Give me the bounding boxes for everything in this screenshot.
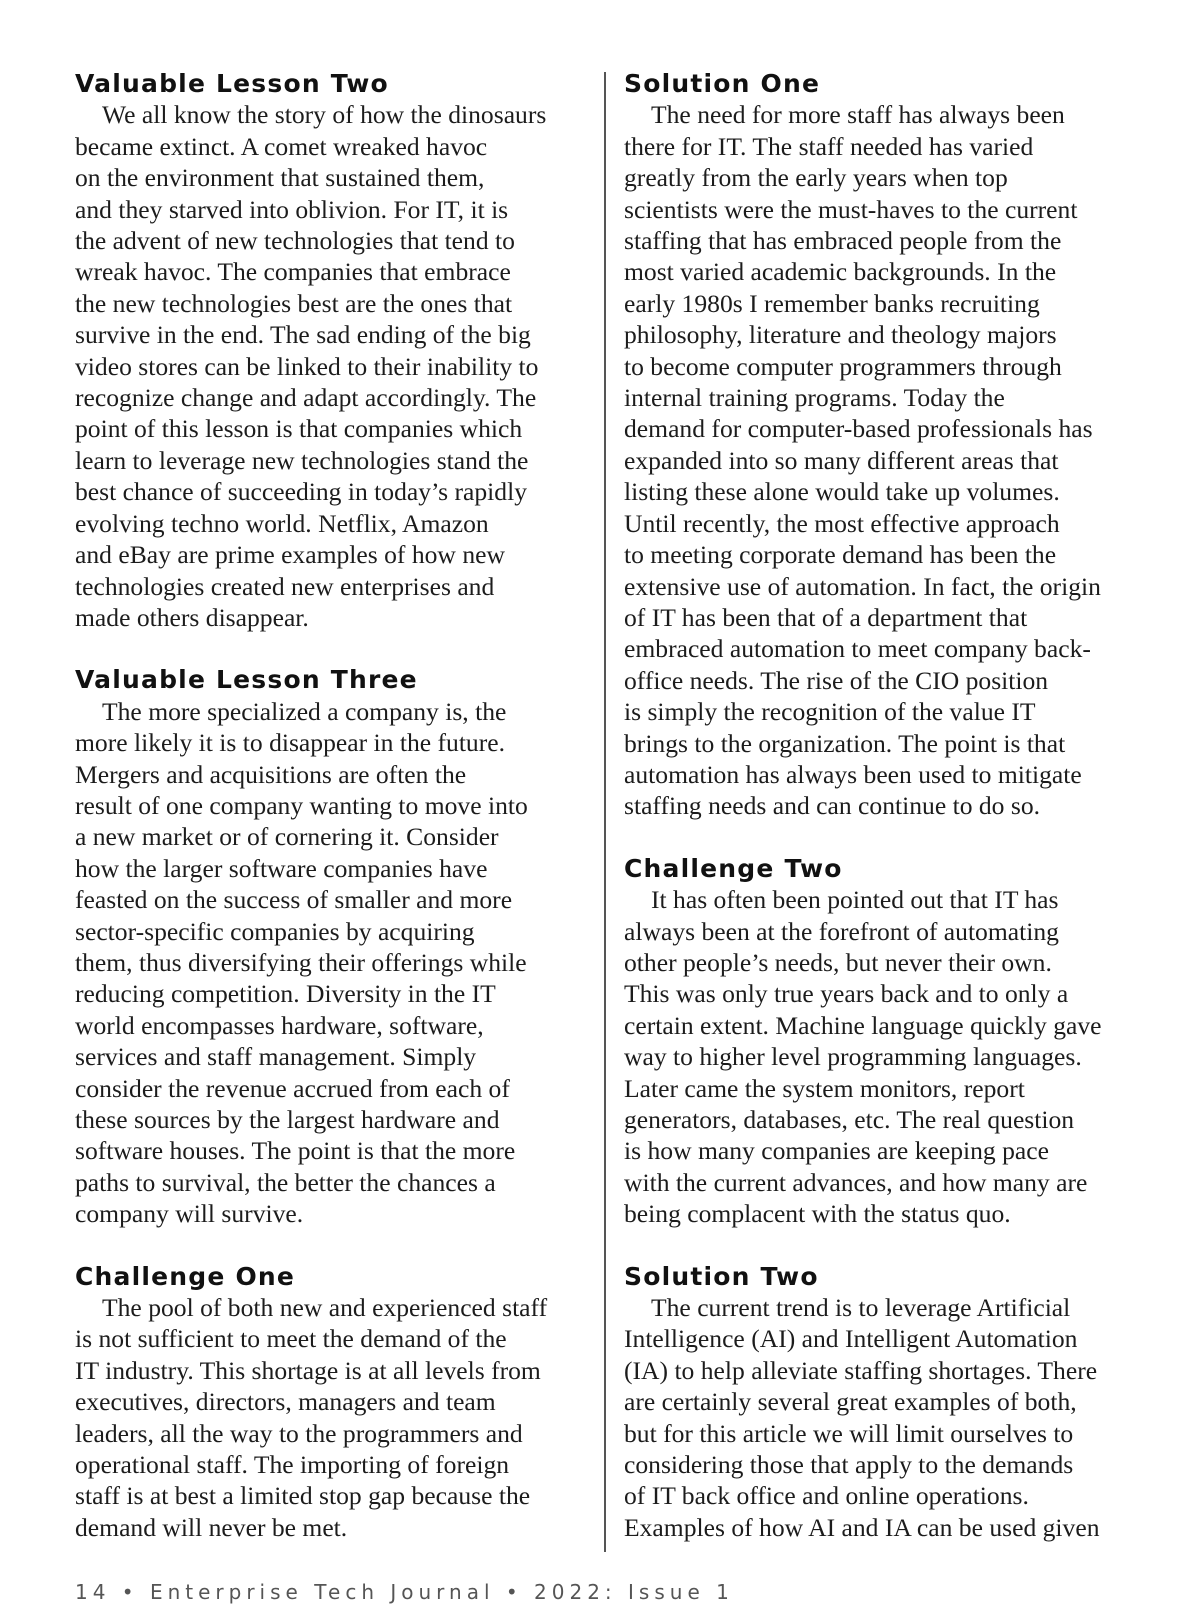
paragraph-line: of IT has been that of a department that [624, 602, 1028, 632]
section-heading: Solution One [624, 69, 821, 98]
paragraph-line: executives, directors, managers and team [75, 1387, 496, 1417]
paragraph-line: services and staff management. Simply [75, 1042, 477, 1072]
paragraph-line: brings to the organization. The point is that [624, 728, 1066, 758]
paragraph-line: became extinct. A comet wreaked havoc [75, 131, 488, 161]
paragraph-line: is simply the recognition of the value IT [624, 697, 1036, 727]
page-footer: 14 • Enterprise Tech Journal • 2022: Issue 1 [75, 1580, 734, 1604]
section-paragraph [75, 1292, 583, 1543]
paragraph-line: point of this lesson is that companies which [75, 414, 523, 444]
paragraph-line: The need for more staff has always been [651, 100, 1065, 130]
section-paragraph [624, 884, 1129, 1229]
paragraph-line: are certainly several great examples of both, [624, 1387, 1077, 1417]
paragraph-line: consider the revenue accrued from each of [75, 1073, 510, 1103]
paragraph-line: The pool of both new and experienced staff [102, 1293, 548, 1323]
paragraph-line: these sources by the largest hardware and [75, 1105, 500, 1134]
paragraph-line: certain extent. Machine language quickly gave [624, 1010, 1102, 1040]
paragraph-line: on the environment that sustained them, [75, 163, 485, 193]
paragraph-line: result of one company wanting to move into [75, 790, 528, 820]
paragraph-line: extensive use of automation. In fact, the origin [624, 571, 1101, 601]
section-paragraph [624, 99, 1129, 821]
paragraph-line: way to higher level programming languages. [624, 1042, 1082, 1072]
paragraph-line: IT industry. This shortage is at all levels from [75, 1355, 541, 1385]
paragraph-line: how the larger software companies have [75, 853, 488, 883]
paragraph-line: philosophy, literature and theology majors [624, 320, 1057, 350]
paragraph-line: them, thus diversifying their offerings while [75, 947, 527, 977]
paragraph-line: Later came the system monitors, report [624, 1073, 1025, 1103]
paragraph-line: but for this article we will limit ourselves to [624, 1418, 1074, 1448]
paragraph-line: staff is at best a limited stop gap because the [75, 1481, 531, 1511]
paragraph-line: with the current advances, and how many are [624, 1167, 1088, 1197]
paragraph-line: considering those that apply to the demands [624, 1450, 1074, 1480]
section-heading: Challenge Two [624, 853, 843, 883]
paragraph-line: demand for computer-based professionals has [624, 414, 1093, 444]
paragraph-line: survive in the end. The sad ending of the big [75, 320, 531, 350]
paragraph-line: generators, databases, etc. The real question [624, 1105, 1075, 1134]
paragraph-line: a new market or of cornering it. Consider [75, 822, 499, 852]
article-section [75, 1261, 583, 1544]
paragraph-line: staffing that has embraced people from the [624, 226, 1062, 256]
article-section [75, 68, 583, 633]
section-heading: Valuable Lesson Three [75, 665, 418, 695]
right-column [624, 68, 1129, 1574]
paragraph-line: automation has always been used to mitigate [624, 759, 1082, 789]
column-divider [604, 72, 606, 1552]
paragraph-line: We all know the story of how the dinosaurs [102, 100, 547, 130]
paragraph-line: and eBay are prime examples of how new [75, 540, 505, 570]
paragraph-line: to meeting corporate demand has been the [624, 540, 1057, 570]
paragraph-line: being complacent with the status quo. [624, 1199, 1011, 1229]
paragraph-line: recognize change and adapt accordingly. The [75, 383, 537, 413]
paragraph-line: internal training programs. Today the [624, 383, 1005, 413]
paragraph-line: paths to survival, the better the chances a [75, 1167, 496, 1197]
paragraph-line: company will survive. [75, 1199, 304, 1229]
paragraph-line: and they starved into oblivion. For IT, it is [75, 194, 509, 224]
paragraph-line: early 1980s I remember banks recruiting [624, 288, 1040, 318]
paragraph-line: the advent of new technologies that tend to [75, 226, 515, 256]
article-section [75, 664, 583, 1229]
section-paragraph [75, 696, 583, 1230]
paragraph-line: The more specialized a company is, the [102, 696, 507, 726]
paragraph-line: video stores can be linked to their inability to [75, 351, 539, 381]
paragraph-line: other people’s needs, but never their own. [624, 947, 1052, 977]
section-heading: Solution Two [624, 1261, 819, 1291]
paragraph-line: Until recently, the most effective approach [624, 508, 1060, 538]
paragraph-line: demand will never be met. [75, 1512, 348, 1542]
paragraph-line: there for IT. The staff needed has varied [624, 131, 1034, 161]
paragraph-line: office needs. The rise of the CIO position [624, 665, 1049, 695]
paragraph-line: most varied academic backgrounds. In the [624, 257, 1057, 287]
paragraph-line: Intelligence (AI) and Intelligent Automation [624, 1324, 1078, 1354]
article-section [624, 853, 1129, 1230]
paragraph-line: made others disappear. [75, 602, 309, 632]
paragraph-line: is how many companies are keeping pace [624, 1136, 1049, 1166]
paragraph-line: expanded into so many different areas that [624, 445, 1059, 475]
paragraph-line: software houses. The point is that the more [75, 1136, 516, 1166]
paragraph-line: operational staff. The importing of foreign [75, 1450, 510, 1480]
paragraph-line: sector-specific companies by acquiring [75, 916, 475, 946]
paragraph-line: staffing needs and can continue to do so. [624, 791, 1041, 821]
left-column [75, 68, 583, 1574]
paragraph-line: technologies created new enterprises and [75, 571, 495, 601]
section-paragraph [624, 1292, 1129, 1543]
paragraph-line: to become computer programmers through [624, 351, 1062, 381]
paragraph-line: (IA) to help alleviate staffing shortages. There [624, 1355, 1098, 1385]
paragraph-line: wreak havoc. The companies that embrace [75, 257, 511, 287]
paragraph-line: The current trend is to leverage Artificial [651, 1293, 1071, 1323]
paragraph-line: the new technologies best are the ones that [75, 288, 513, 318]
paragraph-line: feasted on the success of smaller and more [75, 885, 513, 915]
section-heading: Valuable Lesson Two [75, 69, 389, 98]
paragraph-line: is not sufficient to meet the demand of the [75, 1324, 507, 1354]
paragraph-line: leaders, all the way to the programmers and [75, 1418, 523, 1448]
paragraph-line: This was only true years back and to only a [624, 979, 1069, 1009]
paragraph-line: greatly from the early years when top [624, 163, 1008, 193]
paragraph-line: embraced automation to meet company back- [624, 634, 1091, 664]
paragraph-line: scientists were the must-haves to the current [624, 194, 1078, 224]
paragraph-line: more likely it is to disappear in the future. [75, 728, 506, 758]
paragraph-line: world encompasses hardware, software, [75, 1010, 484, 1040]
paragraph-line: learn to leverage new technologies stand the [75, 445, 529, 475]
paragraph-line: It has often been pointed out that IT has [651, 885, 1059, 915]
paragraph-line: Mergers and acquisitions are often the [75, 759, 467, 789]
paragraph-line: listing these alone would take up volumes. [624, 477, 1060, 507]
article-section [624, 68, 1129, 822]
section-paragraph [75, 99, 583, 633]
article-section [624, 1261, 1129, 1544]
section-heading: Challenge One [75, 1261, 296, 1291]
paragraph-line: Examples of how AI and IA can be used given [624, 1512, 1100, 1542]
paragraph-line: evolving techno world. Netflix, Amazon [75, 508, 489, 538]
paragraph-line: of IT back office and online operations. [624, 1481, 1029, 1511]
paragraph-line: reducing competition. Diversity in the IT [75, 979, 496, 1009]
paragraph-line: always been at the forefront of automating [624, 916, 1059, 946]
paragraph-line: best chance of succeeding in today’s rapidly [75, 477, 528, 507]
